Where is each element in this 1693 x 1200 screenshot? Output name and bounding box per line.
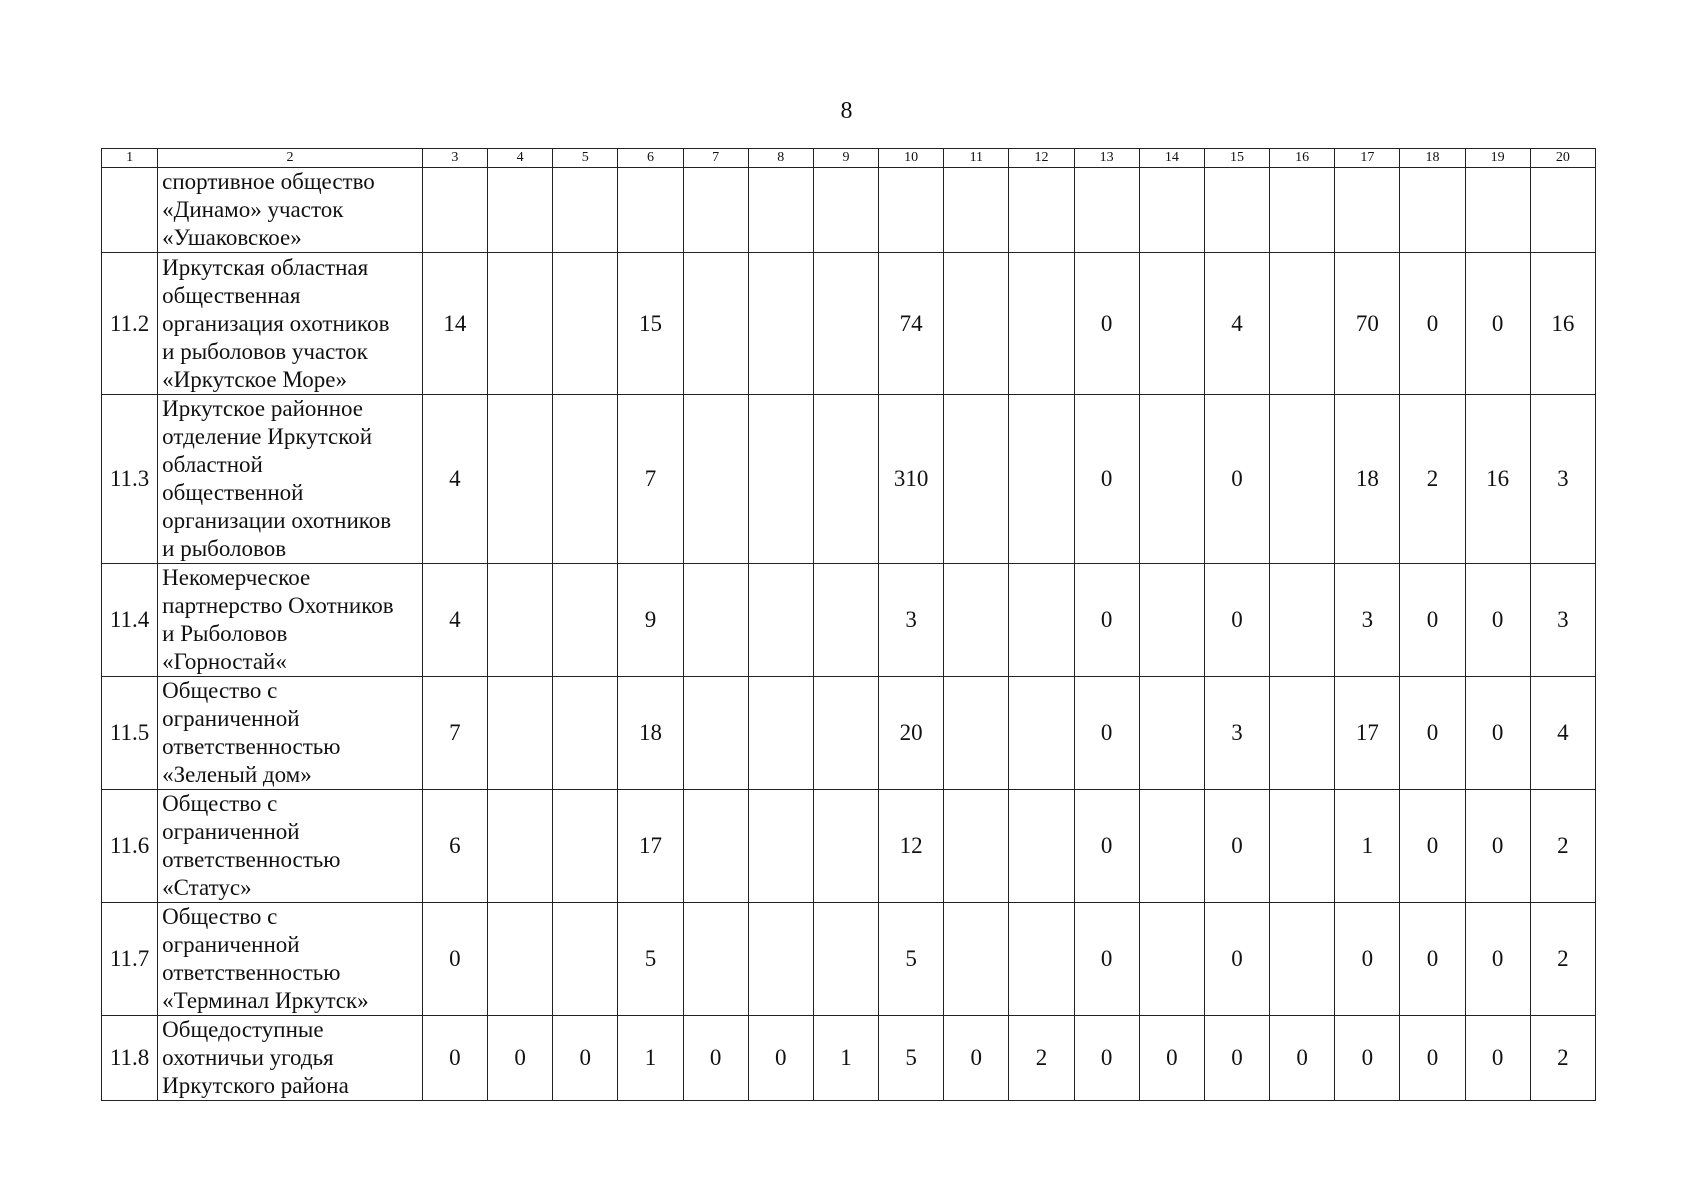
header-row: [102, 149, 1596, 168]
value-cell: [488, 903, 553, 1016]
value-cell: [1009, 253, 1074, 395]
value-cell: 4: [422, 395, 487, 564]
name-line: общественной: [162, 480, 304, 505]
row-number: 11.2: [102, 253, 158, 395]
value-cell: 0: [422, 1016, 487, 1101]
value-cell: [1270, 564, 1335, 677]
value-cell: 0: [422, 903, 487, 1016]
organization-name: [158, 253, 423, 395]
value-cell: [1204, 168, 1269, 253]
name-line: «Терминал Иркутск»: [162, 988, 369, 1013]
organization-name: [158, 790, 423, 903]
column-header: 6: [618, 149, 683, 168]
name-line: организации охотников: [162, 508, 392, 533]
page-number: 8: [840, 98, 853, 124]
value-cell: [683, 903, 748, 1016]
value-cell: 6: [422, 790, 487, 903]
value-cell: [1530, 168, 1595, 253]
name-line: «Иркутское Море»: [162, 366, 347, 392]
value-cell: [748, 790, 813, 903]
value-cell: [813, 395, 878, 564]
column-header: 9: [813, 149, 878, 168]
column-header: 7: [683, 149, 748, 168]
value-cell: [813, 790, 878, 903]
value-cell: 0: [1204, 790, 1269, 903]
value-cell: [1139, 168, 1204, 253]
value-cell: [944, 790, 1009, 903]
value-cell: 1: [618, 1016, 683, 1101]
value-cell: 1: [1335, 790, 1400, 903]
name-line: общественная: [162, 282, 301, 308]
name-line: областной: [162, 452, 263, 477]
value-cell: [748, 395, 813, 564]
value-cell: 0: [1400, 564, 1465, 677]
name-line: охотничьи угодья: [162, 1045, 334, 1070]
value-cell: [879, 168, 944, 253]
value-cell: [944, 168, 1009, 253]
value-cell: [1270, 790, 1335, 903]
value-cell: [488, 790, 553, 903]
row-number: 11.8: [102, 1016, 158, 1101]
column-header: 8: [748, 149, 813, 168]
value-cell: [944, 677, 1009, 790]
column-header: 12: [1009, 149, 1074, 168]
value-cell: [813, 903, 878, 1016]
value-cell: [553, 253, 618, 395]
name-line: и рыболовов: [162, 536, 287, 561]
column-header: 20: [1530, 149, 1595, 168]
value-cell: 12: [879, 790, 944, 903]
value-cell: [553, 564, 618, 677]
name-line: «Зеленый дом»: [162, 762, 312, 787]
value-cell: [488, 168, 553, 253]
name-line: «Статус»: [162, 875, 252, 900]
value-cell: 3: [1530, 395, 1595, 564]
value-cell: [553, 395, 618, 564]
row-number: 11.6: [102, 790, 158, 903]
value-cell: [683, 790, 748, 903]
row-number: 11.4: [102, 564, 158, 677]
value-cell: 2: [1400, 395, 1465, 564]
organization-name: [158, 168, 423, 253]
value-cell: [748, 903, 813, 1016]
value-cell: 4: [1204, 253, 1269, 395]
column-header: 15: [1204, 149, 1269, 168]
value-cell: 0: [1400, 790, 1465, 903]
value-cell: [748, 677, 813, 790]
name-line: Общество с: [162, 791, 278, 816]
value-cell: 2: [1009, 1016, 1074, 1101]
value-cell: [1139, 903, 1204, 1016]
value-cell: 7: [618, 395, 683, 564]
value-cell: 2: [1530, 903, 1595, 1016]
value-cell: [1074, 168, 1139, 253]
value-cell: [1270, 395, 1335, 564]
value-cell: [1270, 253, 1335, 395]
column-header: 13: [1074, 149, 1139, 168]
value-cell: 0: [553, 1016, 618, 1101]
value-cell: 3: [1530, 564, 1595, 677]
value-cell: 0: [1270, 1016, 1335, 1101]
value-cell: 0: [1074, 1016, 1139, 1101]
value-cell: [1335, 168, 1400, 253]
value-cell: 0: [1465, 564, 1530, 677]
value-cell: 1: [813, 1016, 878, 1101]
value-cell: 0: [1204, 564, 1269, 677]
name-line: «Ушаковское»: [162, 225, 302, 250]
value-cell: 0: [1465, 903, 1530, 1016]
value-cell: [1465, 168, 1530, 253]
value-cell: [422, 168, 487, 253]
value-cell: 2: [1530, 1016, 1595, 1101]
column-header: 2: [158, 149, 423, 168]
value-cell: 0: [1204, 1016, 1269, 1101]
value-cell: 18: [618, 677, 683, 790]
name-line: ограниченной: [162, 932, 300, 957]
name-line: и Рыболовов: [162, 621, 288, 646]
value-cell: 9: [618, 564, 683, 677]
value-cell: [683, 253, 748, 395]
value-cell: 15: [618, 253, 683, 395]
value-cell: [813, 677, 878, 790]
value-cell: [944, 253, 1009, 395]
value-cell: 0: [1204, 903, 1269, 1016]
value-cell: 18: [1335, 395, 1400, 564]
value-cell: [1270, 168, 1335, 253]
value-cell: 0: [748, 1016, 813, 1101]
value-cell: 0: [1465, 790, 1530, 903]
value-cell: [683, 677, 748, 790]
name-line: отделение Иркутской: [162, 424, 373, 449]
value-cell: 4: [422, 564, 487, 677]
name-line: Некомерческое: [162, 565, 311, 590]
value-cell: [1139, 677, 1204, 790]
value-cell: 0: [488, 1016, 553, 1101]
data-table: [101, 148, 1596, 1101]
value-cell: 70: [1335, 253, 1400, 395]
table-body: [102, 149, 1596, 1101]
organization-name: [158, 564, 423, 677]
table-row: [102, 395, 1596, 564]
name-line: организация охотников: [162, 310, 390, 336]
value-cell: 0: [1400, 677, 1465, 790]
value-cell: 74: [879, 253, 944, 395]
column-header: 18: [1400, 149, 1465, 168]
value-cell: 14: [422, 253, 487, 395]
value-cell: [944, 395, 1009, 564]
value-cell: [1139, 253, 1204, 395]
name-line: спортивное общество: [162, 169, 375, 194]
value-cell: [1270, 677, 1335, 790]
name-line: партнерство Охотников: [162, 593, 394, 618]
column-header: 1: [102, 149, 158, 168]
table-row: [102, 677, 1596, 790]
name-line: ответственностью: [162, 960, 341, 985]
value-cell: [683, 395, 748, 564]
value-cell: [944, 564, 1009, 677]
value-cell: [488, 395, 553, 564]
table-row: [102, 253, 1596, 395]
name-line: Иркутского района: [162, 1073, 349, 1098]
value-cell: 0: [1400, 253, 1465, 395]
table-row: [102, 903, 1596, 1016]
name-line: «Горностай«: [162, 649, 287, 674]
name-line: Общество с: [162, 904, 278, 929]
column-header: 5: [553, 149, 618, 168]
table-row: [102, 168, 1596, 253]
value-cell: 16: [1465, 395, 1530, 564]
value-cell: 17: [618, 790, 683, 903]
value-cell: [748, 168, 813, 253]
value-cell: [553, 790, 618, 903]
value-cell: [748, 253, 813, 395]
value-cell: 5: [879, 1016, 944, 1101]
name-line: ответственностью: [162, 734, 341, 759]
column-header: 17: [1335, 149, 1400, 168]
value-cell: 0: [1139, 1016, 1204, 1101]
value-cell: 16: [1530, 253, 1595, 395]
value-cell: [1139, 395, 1204, 564]
column-header: 14: [1139, 149, 1204, 168]
organization-name: [158, 903, 423, 1016]
name-line: ответственностью: [162, 847, 341, 872]
value-cell: [1139, 564, 1204, 677]
value-cell: 0: [1400, 903, 1465, 1016]
value-cell: 17: [1335, 677, 1400, 790]
row-number: 11.7: [102, 903, 158, 1016]
value-cell: 20: [879, 677, 944, 790]
value-cell: [488, 564, 553, 677]
value-cell: 5: [618, 903, 683, 1016]
value-cell: [618, 168, 683, 253]
value-cell: [1009, 395, 1074, 564]
value-cell: 0: [1465, 253, 1530, 395]
name-line: ограниченной: [162, 706, 300, 731]
name-line: Иркутское районное: [162, 396, 364, 421]
value-cell: [1139, 790, 1204, 903]
name-line: Общество с: [162, 678, 278, 703]
value-cell: 0: [1400, 1016, 1465, 1101]
value-cell: 0: [1074, 790, 1139, 903]
value-cell: [553, 168, 618, 253]
value-cell: [488, 677, 553, 790]
value-cell: [813, 253, 878, 395]
column-header: 10: [879, 149, 944, 168]
value-cell: [683, 564, 748, 677]
value-cell: [553, 903, 618, 1016]
value-cell: [1009, 168, 1074, 253]
table-row: [102, 1016, 1596, 1101]
column-header: 4: [488, 149, 553, 168]
column-header: 19: [1465, 149, 1530, 168]
value-cell: 310: [879, 395, 944, 564]
value-cell: 0: [1074, 903, 1139, 1016]
column-header: 16: [1270, 149, 1335, 168]
value-cell: 0: [1465, 1016, 1530, 1101]
table-row: [102, 790, 1596, 903]
value-cell: 3: [1335, 564, 1400, 677]
value-cell: 7: [422, 677, 487, 790]
value-cell: 0: [1074, 395, 1139, 564]
value-cell: 3: [1204, 677, 1269, 790]
value-cell: 0: [1204, 395, 1269, 564]
value-cell: [683, 168, 748, 253]
value-cell: 0: [1074, 253, 1139, 395]
value-cell: [1009, 564, 1074, 677]
value-cell: [1009, 677, 1074, 790]
name-line: Иркутская областная: [162, 254, 369, 280]
value-cell: [1270, 903, 1335, 1016]
value-cell: [813, 168, 878, 253]
name-line: Общедоступные: [162, 1017, 324, 1042]
row-number: 11.5: [102, 677, 158, 790]
value-cell: [1009, 903, 1074, 1016]
value-cell: 0: [1335, 903, 1400, 1016]
value-cell: 0: [1074, 677, 1139, 790]
value-cell: 2: [1530, 790, 1595, 903]
row-number: [102, 168, 158, 253]
value-cell: [1009, 790, 1074, 903]
value-cell: 0: [944, 1016, 1009, 1101]
column-header: 11: [944, 149, 1009, 168]
table-row: [102, 564, 1596, 677]
value-cell: [944, 903, 1009, 1016]
value-cell: [553, 677, 618, 790]
name-line: и рыболовов участок: [162, 338, 368, 364]
value-cell: [488, 253, 553, 395]
value-cell: 0: [1465, 677, 1530, 790]
organization-name: [158, 1016, 423, 1101]
column-header: 3: [422, 149, 487, 168]
organization-name: [158, 677, 423, 790]
value-cell: 3: [879, 564, 944, 677]
value-cell: 0: [1335, 1016, 1400, 1101]
organization-name: [158, 395, 423, 564]
name-line: «Динамо» участок: [162, 197, 344, 222]
row-number: 11.3: [102, 395, 158, 564]
value-cell: [813, 564, 878, 677]
value-cell: [748, 564, 813, 677]
value-cell: 4: [1530, 677, 1595, 790]
value-cell: [1400, 168, 1465, 253]
value-cell: 0: [1074, 564, 1139, 677]
value-cell: 0: [683, 1016, 748, 1101]
value-cell: 5: [879, 903, 944, 1016]
name-line: ограниченной: [162, 819, 300, 844]
